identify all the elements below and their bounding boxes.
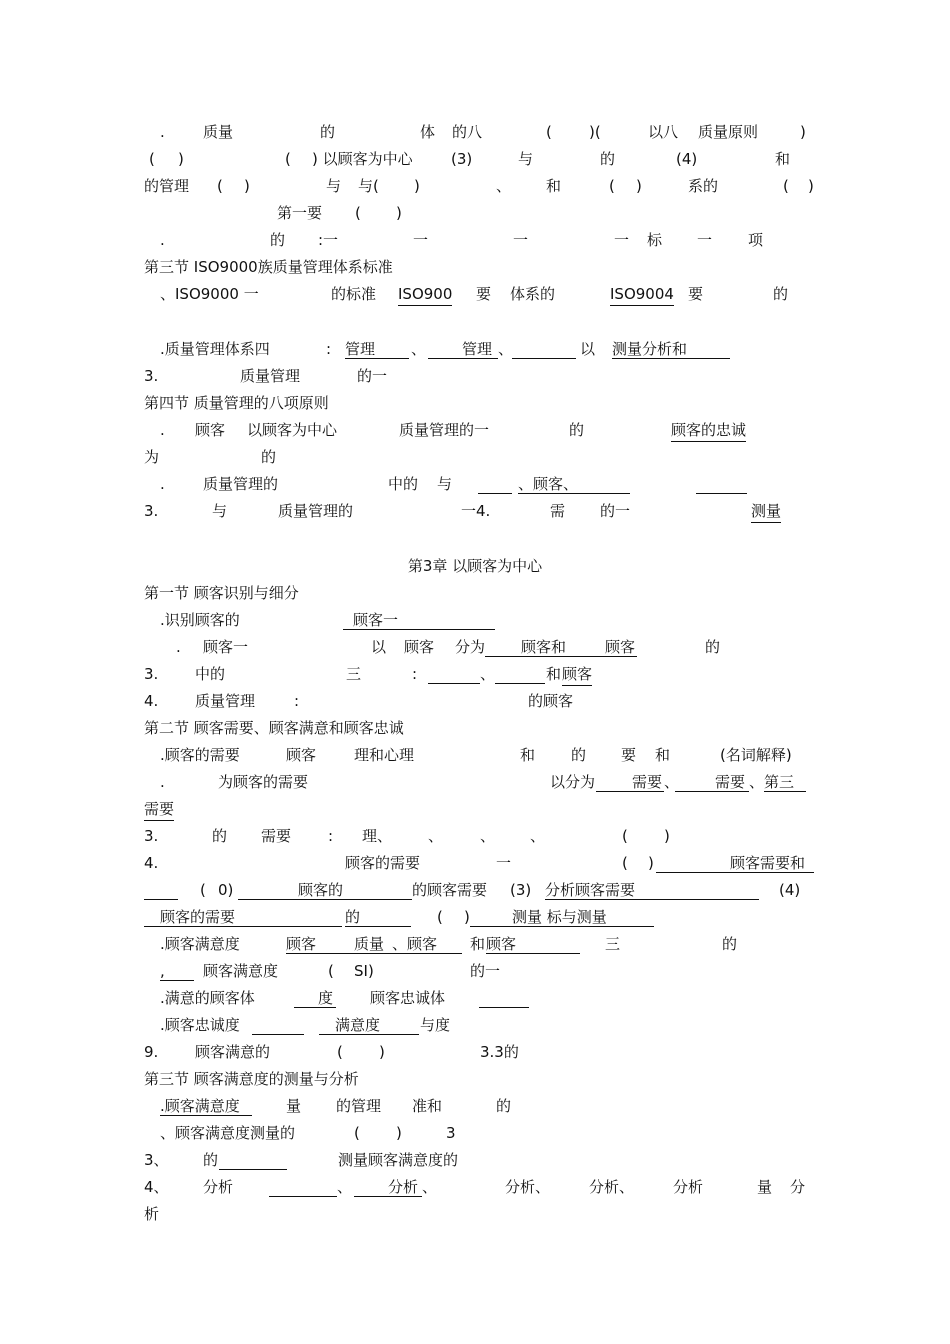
text-segment: SI) bbox=[354, 962, 374, 980]
text-segment: 顾客 bbox=[286, 746, 317, 764]
text-segment: 要 bbox=[621, 746, 637, 764]
blank-line bbox=[160, 960, 194, 981]
text-segment: .质量管理体系四 bbox=[160, 340, 270, 358]
text-line bbox=[0, 175, 950, 199]
text-line bbox=[0, 690, 950, 714]
underlined-answer: 顾客一 bbox=[343, 609, 495, 630]
underlined-answer: .顾客满意度 bbox=[160, 1095, 252, 1116]
text-line bbox=[0, 202, 950, 226]
underlined-answer: ISO9004 bbox=[610, 283, 674, 306]
text-segment: 质量 bbox=[203, 123, 234, 141]
text-segment: (4) bbox=[779, 881, 801, 899]
underlined-answer: 管理 bbox=[428, 338, 498, 359]
text-segment: 以顾客为中心 bbox=[247, 421, 338, 439]
text-segment: 质量管理 bbox=[195, 692, 256, 710]
text-segment: 4. bbox=[144, 692, 159, 710]
text-segment: 的 bbox=[569, 421, 585, 439]
text-segment: 、 bbox=[749, 773, 765, 791]
text-segment: 3. bbox=[144, 827, 159, 845]
text-line bbox=[0, 582, 950, 606]
text-line bbox=[0, 256, 950, 280]
text-segment: 需要 bbox=[261, 827, 292, 845]
text-segment: 的 bbox=[571, 746, 587, 764]
text-segment: 、 bbox=[411, 340, 427, 358]
text-segment: 三 bbox=[605, 935, 621, 953]
text-line bbox=[0, 419, 950, 443]
text-segment: 0) bbox=[218, 881, 234, 899]
text-segment: 中的 bbox=[195, 665, 226, 683]
text-segment: ) bbox=[396, 204, 402, 222]
text-segment: 第三节 ISO9000族质量管理体系标准 bbox=[144, 258, 393, 276]
text-segment: 与 bbox=[518, 150, 534, 168]
text-segment: : bbox=[328, 827, 334, 845]
text-line bbox=[0, 392, 950, 416]
text-segment: 、 bbox=[422, 1178, 438, 1196]
text-segment: 分析、 bbox=[505, 1178, 551, 1196]
underlined-answer: 顾客 bbox=[486, 933, 580, 954]
text-segment: 和 bbox=[470, 935, 486, 953]
text-line bbox=[0, 1041, 950, 1065]
text-segment: 的 bbox=[600, 150, 616, 168]
underlined-answer: 需要 bbox=[596, 771, 664, 792]
underlined-answer: 、顾客 bbox=[392, 933, 462, 954]
text-line bbox=[0, 555, 950, 579]
text-segment: ( bbox=[622, 854, 628, 872]
text-segment: 3. bbox=[144, 502, 159, 520]
underlined-answer: 顾客 bbox=[286, 933, 354, 954]
text-line bbox=[0, 500, 950, 524]
text-line bbox=[0, 446, 950, 470]
text-segment: . bbox=[176, 638, 181, 656]
text-segment: 量 bbox=[286, 1097, 302, 1115]
underlined-answer: 需要 bbox=[675, 771, 749, 792]
text-segment: . bbox=[160, 773, 165, 791]
text-segment: 3、 bbox=[144, 1151, 169, 1169]
text-line bbox=[0, 338, 950, 362]
text-segment: ) bbox=[636, 177, 642, 195]
text-segment: 为顾客的需要 bbox=[218, 773, 309, 791]
text-segment: 要 bbox=[688, 285, 704, 303]
text-segment: 顾客忠诚体 bbox=[370, 989, 446, 1007]
text-segment: (名词解释) bbox=[720, 746, 792, 764]
blank-line bbox=[479, 987, 529, 1008]
text-line bbox=[0, 771, 950, 795]
text-segment: : bbox=[294, 692, 300, 710]
text-segment: 3. bbox=[144, 665, 159, 683]
text-segment: 质量原则 bbox=[698, 123, 759, 141]
text-segment: 第二节 顾客需要、顾客满意和顾客忠诚 bbox=[144, 719, 404, 737]
text-segment: 、 bbox=[530, 827, 546, 845]
text-segment: .顾客的需要 bbox=[160, 746, 240, 764]
text-segment: 准和 bbox=[412, 1097, 443, 1115]
text-segment: 分析、 bbox=[589, 1178, 635, 1196]
text-segment: ) bbox=[396, 1124, 402, 1142]
text-segment: 一 bbox=[496, 854, 512, 872]
text-segment: ( bbox=[328, 962, 334, 980]
text-line bbox=[0, 933, 950, 957]
text-segment: 、 bbox=[664, 773, 680, 791]
text-line bbox=[0, 1068, 950, 1092]
text-segment: 一 bbox=[614, 231, 630, 249]
text-segment: 的 bbox=[722, 935, 738, 953]
text-segment: ( bbox=[200, 881, 206, 899]
text-segment: ) bbox=[800, 123, 806, 141]
underlined-answer: 测量分析和 bbox=[612, 338, 730, 359]
text-segment: 以 bbox=[580, 340, 596, 358]
text-segment: ( bbox=[337, 1043, 343, 1061]
text-segment: 、 bbox=[496, 177, 512, 195]
text-segment: 需 bbox=[550, 502, 566, 520]
text-segment: ) bbox=[379, 1043, 385, 1061]
text-segment: .顾客满意度 bbox=[160, 935, 240, 953]
text-segment: 和 bbox=[520, 746, 536, 764]
text-segment: 体系的 bbox=[510, 285, 556, 303]
text-segment: 的顾客 bbox=[528, 692, 574, 710]
underlined-answer: 测量 bbox=[751, 500, 781, 523]
underlined-answer: 分析顾客需要 bbox=[545, 879, 759, 900]
text-segment: 和 bbox=[655, 746, 671, 764]
text-segment: . bbox=[160, 475, 165, 493]
text-line bbox=[0, 609, 950, 633]
text-segment: )( bbox=[589, 123, 601, 141]
text-segment: 一 bbox=[413, 231, 429, 249]
underlined-answer: 顾客的需要 bbox=[144, 906, 262, 927]
text-segment: 和 bbox=[546, 665, 562, 683]
text-segment: 的 bbox=[705, 638, 721, 656]
underlined-answer: 满意度 bbox=[319, 1014, 387, 1035]
text-line bbox=[0, 283, 950, 307]
text-segment: 的 bbox=[203, 1151, 219, 1169]
text-segment: 与度 bbox=[420, 1016, 451, 1034]
text-line bbox=[0, 1014, 950, 1038]
text-segment: ( bbox=[622, 827, 628, 845]
text-segment: 以八 bbox=[648, 123, 679, 141]
text-segment: 的管理 bbox=[144, 177, 190, 195]
text-segment: 的标准 bbox=[331, 285, 377, 303]
underlined-answer: 顾客 bbox=[571, 636, 637, 657]
text-segment: 三 bbox=[346, 665, 362, 683]
text-segment: ( bbox=[355, 204, 361, 222]
underlined-answer: 需要 bbox=[144, 798, 174, 821]
text-segment: 项 bbox=[748, 231, 764, 249]
text-segment: . bbox=[160, 123, 165, 141]
blank-line bbox=[428, 663, 480, 684]
blank-line bbox=[219, 1149, 287, 1170]
text-segment: 与 bbox=[326, 177, 342, 195]
text-segment: 的 bbox=[270, 231, 286, 249]
text-segment: 、 bbox=[498, 340, 514, 358]
text-segment: 的一 bbox=[470, 962, 501, 980]
text-line bbox=[0, 663, 950, 687]
underlined-answer: 管理 bbox=[345, 338, 409, 359]
text-segment: 理、 bbox=[362, 827, 393, 845]
text-segment: 理和心理 bbox=[354, 746, 415, 764]
text-segment: 、 bbox=[480, 827, 496, 845]
text-line bbox=[0, 121, 950, 145]
text-segment: 9. bbox=[144, 1043, 159, 1061]
text-segment: ) bbox=[808, 177, 814, 195]
text-segment: 为 bbox=[144, 448, 160, 466]
text-line bbox=[0, 1095, 950, 1119]
text-segment: 一 bbox=[513, 231, 529, 249]
text-segment: 第四节 质量管理的八项原则 bbox=[144, 394, 329, 412]
text-line bbox=[0, 960, 950, 984]
text-segment: ( bbox=[149, 150, 155, 168]
text-segment: 分 bbox=[790, 1178, 806, 1196]
text-segment: 质量管理的 bbox=[203, 475, 279, 493]
text-segment: 4. bbox=[144, 854, 159, 872]
text-segment: 的 bbox=[212, 827, 228, 845]
text-segment: 和 bbox=[775, 150, 791, 168]
blank-line bbox=[696, 473, 747, 494]
text-segment: 标 bbox=[647, 231, 663, 249]
text-segment: ( bbox=[217, 177, 223, 195]
text-segment: 、顾客满意度测量的 bbox=[160, 1124, 296, 1142]
text-line bbox=[0, 852, 950, 876]
text-segment: ) bbox=[648, 854, 654, 872]
text-line bbox=[0, 906, 950, 930]
text-segment: ( bbox=[437, 908, 443, 926]
underlined-answer: 顾客 bbox=[562, 663, 592, 686]
text-segment: 顾客满意度 bbox=[203, 962, 279, 980]
text-segment: (3) bbox=[451, 150, 473, 168]
text-segment: 一 bbox=[697, 231, 713, 249]
underlined-answer: 顾客的忠诚 bbox=[671, 419, 746, 442]
underlined-answer: ISO900 bbox=[398, 283, 452, 306]
blank-line bbox=[262, 906, 342, 927]
text-segment: 以 bbox=[371, 638, 387, 656]
text-segment: 顾客 bbox=[195, 421, 226, 439]
text-segment: 测量顾客满意度的 bbox=[338, 1151, 459, 1169]
underlined-answer: 、顾客、 bbox=[518, 473, 630, 494]
text-segment: 质量管理的一 bbox=[399, 421, 490, 439]
text-segment: .顾客忠诚度 bbox=[160, 1016, 240, 1034]
text-segment: 顾客满意的 bbox=[195, 1043, 271, 1061]
text-segment: 质量管理 bbox=[240, 367, 301, 385]
text-line bbox=[0, 1149, 950, 1173]
text-segment: (4) bbox=[676, 150, 698, 168]
text-segment: ( bbox=[546, 123, 552, 141]
text-segment: 量 bbox=[757, 1178, 773, 1196]
text-line bbox=[0, 879, 950, 903]
text-segment: ) bbox=[244, 177, 250, 195]
text-segment: 以分为 bbox=[550, 773, 596, 791]
text-segment: : bbox=[326, 340, 332, 358]
text-segment: ) bbox=[664, 827, 670, 845]
text-segment: 分为 bbox=[455, 638, 486, 656]
text-segment: , bbox=[160, 962, 165, 980]
text-line bbox=[0, 229, 950, 253]
blank-line bbox=[269, 1176, 337, 1197]
text-segment: 的一 bbox=[600, 502, 631, 520]
text-segment: 要 bbox=[476, 285, 492, 303]
text-segment: 的一 bbox=[357, 367, 388, 385]
underlined-answer: 分析 bbox=[354, 1176, 422, 1197]
text-segment: 、 bbox=[337, 1178, 353, 1196]
text-segment: 的 bbox=[320, 123, 336, 141]
text-segment: 的八 bbox=[452, 123, 483, 141]
text-segment: 中的 bbox=[388, 475, 419, 493]
underlined-answer: 度 bbox=[294, 987, 336, 1008]
blank-line bbox=[252, 1014, 304, 1035]
underlined-answer: 顾客需要和 bbox=[656, 852, 814, 873]
text-line bbox=[0, 798, 950, 822]
text-segment: 顾客一 bbox=[203, 638, 249, 656]
blank-line bbox=[495, 663, 545, 684]
text-segment: 3.3的 bbox=[480, 1043, 519, 1061]
text-line bbox=[0, 473, 950, 497]
text-segment: 分析 bbox=[673, 1178, 704, 1196]
text-segment: ( bbox=[285, 150, 291, 168]
text-segment: :一 bbox=[318, 231, 339, 249]
text-segment: ) bbox=[464, 908, 470, 926]
blank-line bbox=[387, 1014, 419, 1035]
text-segment: 顾客的需要 bbox=[345, 854, 421, 872]
text-segment: 系的 bbox=[688, 177, 719, 195]
text-line bbox=[0, 1122, 950, 1146]
text-segment: .识别顾客的 bbox=[160, 611, 240, 629]
text-line bbox=[0, 825, 950, 849]
text-segment: ) 以顾客为中心 bbox=[312, 150, 413, 168]
text-line bbox=[0, 987, 950, 1011]
underlined-answer: 顾客和 bbox=[485, 636, 571, 657]
underlined-answer: 第三 bbox=[764, 771, 806, 792]
text-line bbox=[0, 1203, 950, 1227]
text-line bbox=[0, 148, 950, 172]
text-segment: 第三节 顾客满意度的测量与分析 bbox=[144, 1070, 359, 1088]
text-segment: 第一要 bbox=[277, 204, 323, 222]
underlined-answer: 测量 标与测量 bbox=[470, 906, 654, 927]
text-segment: 与 bbox=[212, 502, 228, 520]
text-segment: ( bbox=[609, 177, 615, 195]
text-line bbox=[0, 365, 950, 389]
text-segment: . bbox=[160, 231, 165, 249]
text-segment: 4、 bbox=[144, 1178, 169, 1196]
blank-line bbox=[144, 879, 178, 900]
text-segment: 第3章 以顾客为中心 bbox=[407, 557, 543, 575]
text-segment: 第一节 顾客识别与细分 bbox=[144, 584, 299, 602]
underlined-answer: 顾客的 bbox=[238, 879, 412, 900]
text-segment: 3. bbox=[144, 367, 159, 385]
text-segment: 体 bbox=[420, 123, 436, 141]
text-segment: ( bbox=[354, 1124, 360, 1142]
text-segment: 一4. bbox=[461, 502, 491, 520]
text-segment: 的管理 bbox=[336, 1097, 382, 1115]
text-line bbox=[0, 1176, 950, 1200]
text-segment: 、ISO9000 一 bbox=[160, 285, 259, 303]
text-segment: 的 bbox=[773, 285, 789, 303]
text-segment: 顾客 bbox=[404, 638, 435, 656]
underlined-answer: 的 bbox=[345, 906, 411, 927]
text-segment: 、 bbox=[480, 665, 496, 683]
text-segment: 和 bbox=[546, 177, 562, 195]
text-segment: 、 bbox=[428, 827, 444, 845]
text-segment: 3 bbox=[446, 1124, 456, 1142]
text-segment: ( bbox=[783, 177, 789, 195]
text-segment: 的 bbox=[261, 448, 277, 466]
text-segment: ) bbox=[414, 177, 420, 195]
text-segment: (3) bbox=[510, 881, 532, 899]
underlined-answer: 质量 bbox=[354, 933, 392, 954]
text-segment: .满意的顾客体 bbox=[160, 989, 255, 1007]
text-line bbox=[0, 717, 950, 741]
text-line bbox=[0, 744, 950, 768]
text-segment: 与 bbox=[437, 475, 453, 493]
text-line bbox=[0, 636, 950, 660]
text-segment: 与( bbox=[358, 177, 379, 195]
text-segment: ) bbox=[178, 150, 184, 168]
text-segment: 析 bbox=[144, 1205, 160, 1223]
text-segment: . bbox=[160, 421, 165, 439]
text-segment: 的 bbox=[496, 1097, 512, 1115]
text-segment: : bbox=[412, 665, 418, 683]
blank-line bbox=[478, 473, 512, 494]
blank-line bbox=[512, 338, 576, 359]
text-segment: 的顾客需要 bbox=[412, 881, 488, 899]
text-segment: 质量管理的 bbox=[278, 502, 354, 520]
text-segment: 分析 bbox=[203, 1178, 234, 1196]
